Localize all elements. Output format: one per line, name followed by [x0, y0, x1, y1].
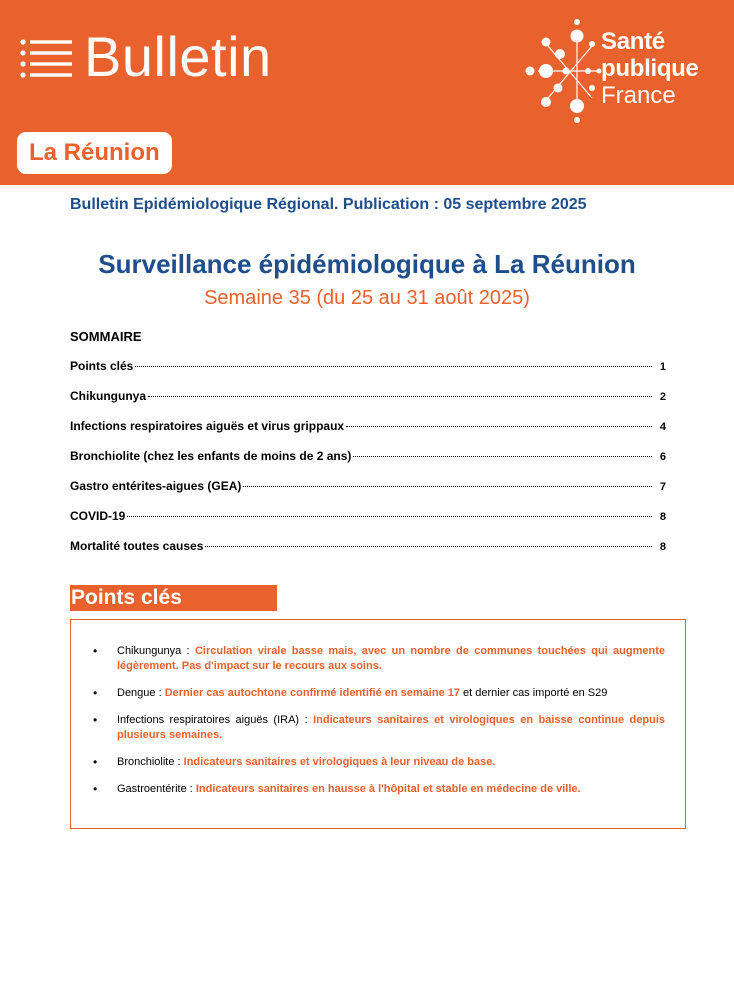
key-point-text: Indicateurs sanitaires et virologiques en baisse continue depuis plusieurs semaines. [117, 714, 666, 741]
key-point-text: Circulation virale basse mais, avec un nombre de communes touchées qui augmente légèrement. Pas d'impact sur le recours aux soins. [117, 645, 666, 672]
key-point-gastroenterite [93, 782, 665, 797]
key-point-dengue [93, 686, 665, 701]
toc-dot-leader [243, 486, 652, 487]
key-point-bronchiolite [93, 755, 665, 770]
toc-heading: SOMMAIRE [70, 329, 142, 344]
key-point-separator: : [299, 714, 314, 726]
toc-dot-leader [135, 366, 652, 367]
sante-publique-france-logo-icon [522, 16, 602, 126]
toc-item-label: Chikungunya [70, 389, 147, 403]
logo-wordmark [601, 28, 699, 109]
key-point-extra: et dernier cas importé en S29 [459, 687, 608, 699]
toc-item-page: 8 [659, 541, 666, 553]
toc-item-chikungunya[interactable] [70, 389, 666, 419]
bullet-icon: • [93, 686, 98, 700]
toc-item-label: Points clés [70, 359, 134, 373]
toc-item-label: Mortalité toutes causes [70, 539, 204, 553]
toc-item-label: COVID-19 [70, 509, 126, 523]
key-points-heading: Points clés [70, 585, 277, 611]
toc-item-covid[interactable] [70, 509, 666, 539]
toc-dot-leader [205, 546, 652, 547]
table-of-contents [70, 359, 666, 569]
key-point-term: Chikungunya [117, 645, 182, 657]
key-point-text: Indicateurs sanitaires et virologiques à leur niveau de base. [183, 756, 496, 768]
key-point-term: Gastroentérite [117, 783, 187, 795]
key-point-term: Dengue [117, 687, 156, 699]
bullet-icon: • [93, 755, 98, 769]
logo-line-2: publique [601, 55, 699, 82]
key-points-list [93, 644, 665, 809]
key-point-text: Indicateurs sanitaires en hausse à l'hôpital et stable en médecine de ville. [195, 783, 581, 795]
bullet-icon: • [93, 782, 98, 796]
region-badge: La Réunion [17, 132, 172, 174]
key-point-text: Dernier cas autochtone confirmé identifié en semaine 17 [164, 687, 460, 699]
bullet-icon: • [93, 713, 98, 727]
toc-item-points-cles[interactable] [70, 359, 666, 389]
key-point-separator: : [155, 687, 165, 699]
document-subtitle: Semaine 35 (du 25 au 31 août 2025) [204, 287, 530, 309]
toc-item-label: Gastro entérites-aigues (GEA) [70, 479, 242, 493]
toc-item-mortalite[interactable] [70, 539, 666, 569]
key-point-term: Bronchiolite [117, 756, 175, 768]
menu-lines-icon [20, 38, 74, 80]
logo-line-1: Santé [601, 28, 665, 55]
logo-line-3: France [601, 82, 676, 109]
toc-item-page: 4 [659, 421, 666, 433]
toc-item-page: 6 [659, 451, 666, 463]
key-point-chikungunya [93, 644, 665, 674]
toc-item-page: 2 [659, 391, 666, 403]
key-point-separator: : [181, 645, 195, 657]
toc-dot-leader [353, 456, 652, 457]
toc-item-page: 7 [659, 481, 666, 493]
key-point-separator: : [174, 756, 184, 768]
bullet-icon: • [93, 644, 98, 658]
toc-item-ira[interactable] [70, 419, 666, 449]
header-banner [0, 0, 734, 185]
toc-item-page: 1 [659, 361, 666, 373]
key-point-ira [93, 713, 665, 743]
toc-item-page: 8 [659, 511, 666, 523]
brand-title: Bulletin [84, 25, 272, 88]
key-points-box [70, 619, 686, 829]
toc-dot-leader [148, 396, 652, 397]
toc-item-label: Infections respiratoires aiguës et virus grippaux [70, 419, 345, 433]
key-point-separator: : [186, 783, 196, 795]
toc-item-bronchiolite[interactable] [70, 449, 666, 479]
publication-line: Bulletin Epidémiologique Régional. Publication : 05 septembre 2025 [70, 196, 587, 213]
toc-dot-leader [127, 516, 652, 517]
toc-item-label: Bronchiolite (chez les enfants de moins de 2 ans) [70, 449, 352, 463]
document-title: Surveillance épidémiologique à La Réunion [98, 249, 636, 279]
toc-dot-leader [346, 426, 652, 427]
key-point-term: Infections respiratoires aiguës (IRA) [117, 714, 300, 726]
toc-item-gea[interactable] [70, 479, 666, 509]
